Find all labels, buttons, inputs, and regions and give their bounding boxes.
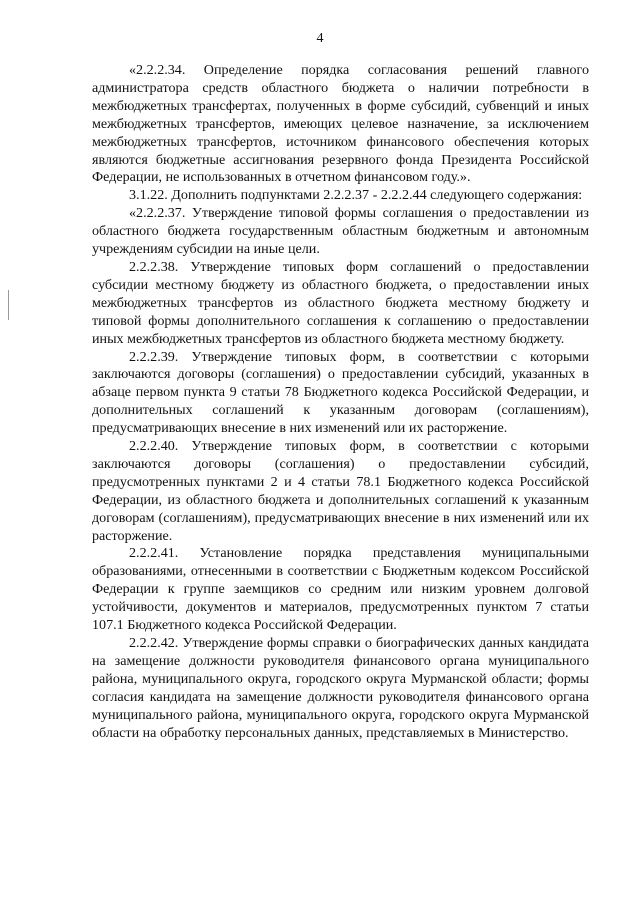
paragraph-2-2-2-37: «2.2.2.37. Утверждение типовой формы соглашения о предоставлении из областного бюджета государственным областным бюджетным и автономным учреждениям субсидии на иные цели. (92, 205, 589, 258)
margin-scan-mark (8, 290, 9, 320)
paragraph-2-2-2-34: «2.2.2.34. Определение порядка согласования решений главного администратора средств областного бюджета о наличии потребности в межбюджетных трансфертах, полученных в форме субсидий, субвенций и иных межбюджетных трансфертов, имеющих целевое назначение, за исключением межбюджетных трансфертов, источником финансового обеспечения которых являются бюджетные ассигнования резервного фонда Президента Российской Федерации, не использованных в отчетном финансовом году.». (92, 62, 589, 186)
page-number: 4 (316, 31, 324, 46)
paragraph-2-2-2-38: 2.2.2.38. Утверждение типовых форм соглашений о предоставлении субсидии местному бюджету из областного бюджета, о предоставлении иных межбюджетных трансфертов из областного бюджета местному бюджету и типовой формы дополнительного соглашения к соглашению о предоставлении иных межбюджетных трансфертов из областного бюджета местному бюджету. (92, 258, 589, 347)
paragraph-2-2-2-42: 2.2.2.42. Утверждение формы справки о биографических данных кандидата на замещение должности руководителя финансового органа муниципального района, муниципального округа, городского округа Мурманской области; формы согласия кандидата на замещение должности руководителя финансового органа муниципального района, муниципального округа, городского округа Мурманской области на обработку персональных данных, представляемых в Министерство. (92, 635, 589, 741)
paragraph-2-2-2-39: 2.2.2.39. Утверждение типовых форм, в соответствии с которыми заключаются договоры (соглашения) о предоставлении субсидий, указанных в абзаце первом пункта 9 статьи 78 Бюджетного кодекса Российской Федерации, и дополнительных соглашений к указанным договорам (соглашениям), предусматривающих внесение в них изменений или их расторжение. (92, 348, 589, 437)
paragraph-2-2-2-40: 2.2.2.40. Утверждение типовых форм, в соответствии с которыми заключаются договоры (соглашения) о предоставлении субсидий, предусмотренных пунктами 2 и 4 статьи 78.1 Бюджетного кодекса Российской Федерации, из областного бюджета и дополнительных соглашений к указанным договорам (соглашениям), предусматривающих внесение в них изменений или их расторжение. (92, 438, 589, 544)
paragraph-3-1-22: 3.1.22. Дополнить подпунктами 2.2.2.37 - 2.2.2.44 следующего содержания: (129, 187, 583, 204)
paragraph-2-2-2-41: 2.2.2.41. Установление порядка представления муниципальными образованиями, отнесенными в соответствии с Бюджетным кодексом Российской Федерации к группе заемщиков со средним или низким уровнем долговой устойчивости, документов и материалов, предусмотренных пунктом 7 статьи 107.1 Бюджетного кодекса Российской Федерации. (92, 545, 589, 634)
document-body (92, 62, 589, 742)
